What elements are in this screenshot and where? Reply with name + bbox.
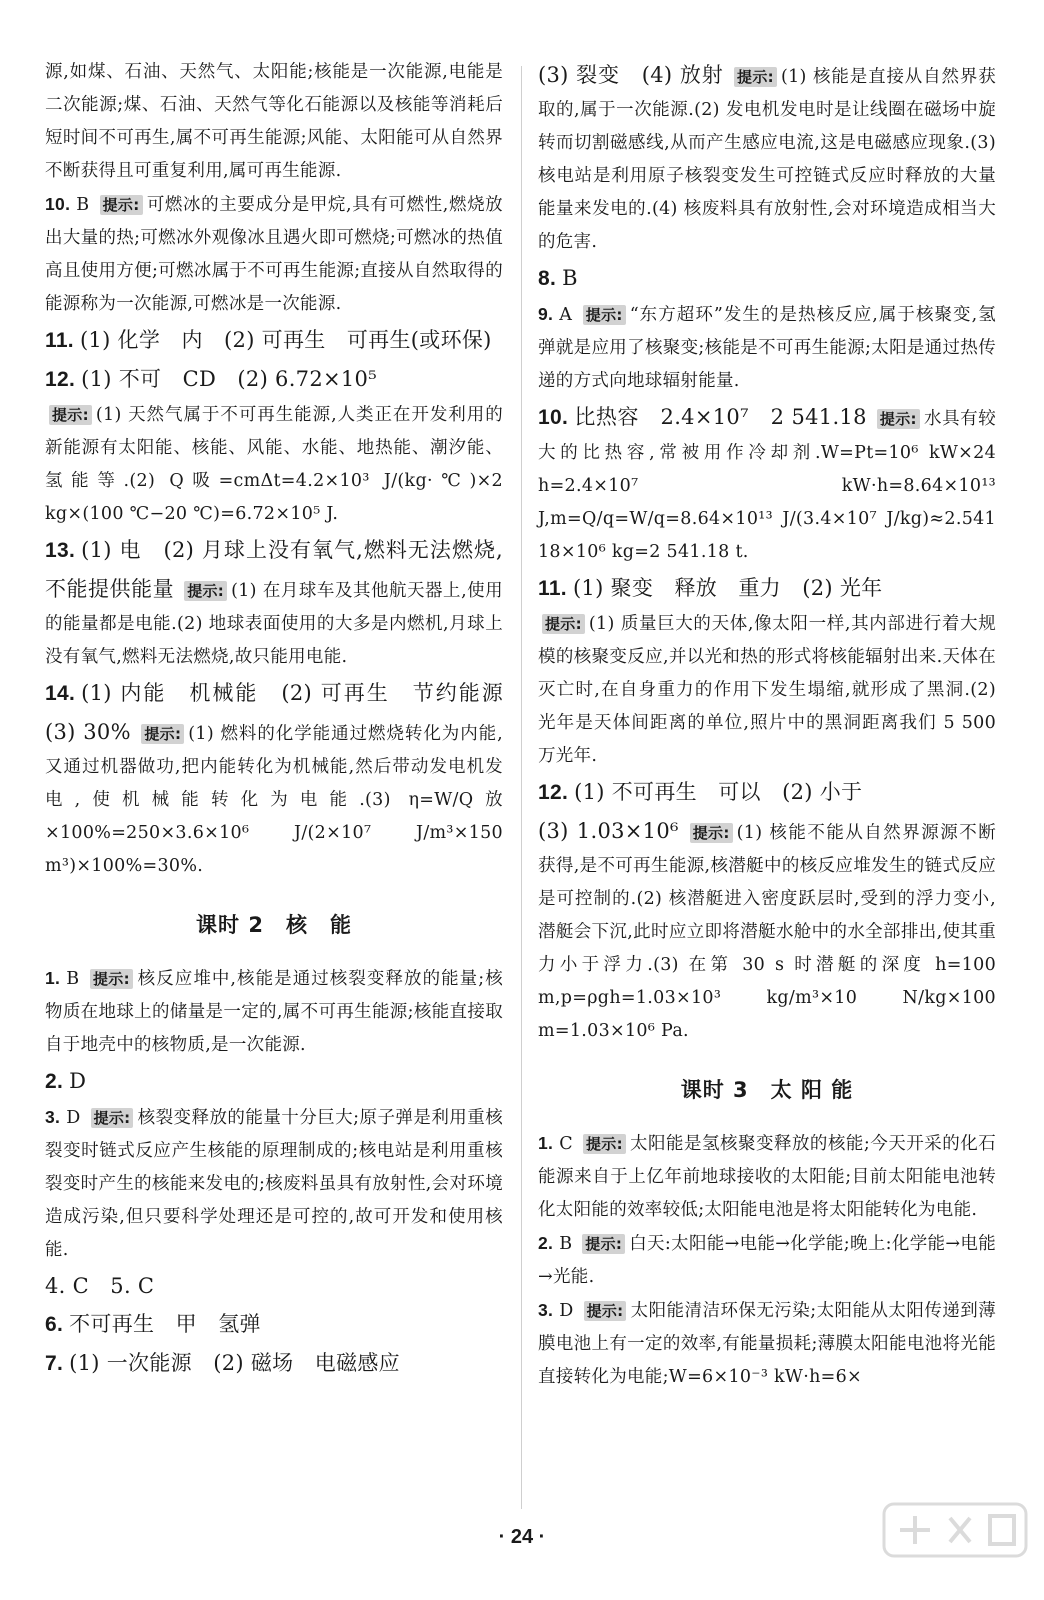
answer-14: 14. (1) 内能 机械能 (2) 可再生 节约能源 (3) 30% 提示: (1) 燃料的化学能通过燃烧转化为内能,又通过机器做功,把内能转化为机械能,然后带动发电机发电,使机械能转化为电能.(3) η=W/Q放×100%=250×3.6×10⁶ J/(2×10⁷ J/m³×150 m³)×100%=30%. (45, 681, 525, 876)
hint-badge: 提示: (91, 1108, 134, 1128)
hint-badge: 提示: (49, 405, 92, 425)
left-column (45, 56, 525, 1383)
answer-k12-cont: (3) 1.03×10⁶ 提示: (1) 核能不能从自然界源源不断获得,是不可再生能源,核潜艇中的核反应堆发生的链式反应是可控制的.(2) 核潜艇进入密度跃层时,受到的浮力变小,潜艇会下沉,此时应立即将潜艇水舱中的水全部排出,使其重力小于浮力.(3) 在第 30 s 时潜艇的深度 h=100 m,p=ρgh=1.03×10³ kg/m³×10 N/kg×100 m=1.03×10⁶ Pa. (538, 819, 996, 1041)
answer-12: 12. (1) 不可 CD (2) 6.72×10⁵ (45, 367, 377, 391)
hint-badge: 提示: (877, 409, 920, 429)
hint-badge: 提示: (141, 724, 184, 744)
hint-badge: 提示: (100, 195, 143, 215)
column-divider (521, 66, 522, 1509)
hint-badge: 提示: (184, 581, 227, 601)
answer-13: 13. (1) 电 (2) 月球上没有氧气,燃料无法燃烧,不能提供能量 提示: (1) 在月球车及其他航天器上,使用的能量都是电能.(2) 地球表面使用的大多是内燃机,月球上没有氧气,燃料无法燃烧,故只能用电能. (45, 538, 503, 667)
answer-k11: 11. (1) 聚变 释放 重力 (2) 光年 (538, 576, 883, 600)
answer-10: 10. B 提示: 可燃冰的主要成分是甲烷,具有可燃性,燃烧放出大量的热;可燃冰外观像冰且遇火即可燃烧;可燃冰的热值高且使用方便;可燃冰属于不可再生能源;直接从自然取得的能源称为一次能源,可燃冰是一次能源. (45, 194, 503, 314)
hint-badge: 提示: (583, 1134, 626, 1154)
page-number: · 24 · (498, 1526, 546, 1548)
answer-k7: 7. (1) 一次能源 (2) 磁场 电磁感应 (45, 1351, 400, 1375)
answer-t2: 2. B 提示: 白天:太阳能→电能→化学能;晚上:化学能→电能→光能. (538, 1233, 996, 1287)
right-column (538, 56, 996, 1394)
hint-badge: 提示: (542, 614, 585, 634)
hint-badge: 提示: (690, 823, 733, 843)
answer-t3: 3. D 提示: 太阳能清洁环保无污染;太阳能从太阳传递到薄膜电池上有一定的效率,有能量损耗;薄膜太阳能电池将光能直接转化为电能;W=6×10⁻³ kW·h=6× (538, 1300, 996, 1387)
hint-12: 提示: (1) 天然气属于不可再生能源,人类正在开发利用的新能源有太阳能、核能、风能、水能、地热能、潮汐能、氢能等.(2) Q吸=cmΔt=4.2×10³ J/(kg·℃)×2 kg×(100 ℃−20 ℃)=6.72×10⁵ J. (45, 405, 503, 524)
hint-badge: 提示: (583, 305, 626, 325)
answer-k12: 12. (1) 不可再生 可以 (2) 小于 (538, 780, 863, 804)
hint-badge: 提示: (734, 67, 777, 87)
hint-badge: 提示: (582, 1234, 625, 1254)
answer-k4-k5: 4. C 5. C (45, 1274, 155, 1298)
answer-k2: 2. D (45, 1069, 87, 1093)
answer-k10: 10. 比热容 2.4×10⁷ 2 541.18 提示: 水具有较大的比热容,常被用作冷却剂.W=Pt=10⁶ kW×24 h=2.4×10⁷ kW·h=8.64×10¹³ J,m=Q/q=W/q=8.64×10¹³ J/(3.4×10⁷ J/kg)≈2.541 18×10⁶ kg=2 541.18 t. (538, 405, 997, 562)
answer-t1: 1. C 提示: 太阳能是氢核聚变释放的核能;今天开采的化石能源来自于上亿年前地球接收的太阳能;目前太阳能电池转化太阳能的效率较低;太阳能电池是将太阳能转化为电能. (538, 1133, 996, 1220)
hint-badge: 提示: (90, 969, 133, 989)
answer-k3: 3. D 提示: 核裂变释放的能量十分巨大;原子弹是利用重核裂变时链式反应产生核能的原理制成的;核电站是利用重核裂变时产生的核能来发电的;核废料虽具有放射性,会对环境造成污染,但只要科学处理还是可控的,故可开发和使用核能. (45, 1107, 503, 1260)
hint-k11: 提示: (1) 质量巨大的天体,像太阳一样,其内部进行着大规模的核聚变反应,并以光和热的形式将核能辐射出来.天体在灭亡时,在自身重力的作用下发生塌缩,就形成了黑洞.(2) 光年是天体间距离的单位,照片中的黑洞距离我们 5 500 万光年. (538, 614, 996, 766)
answer-k1: 1. B 提示: 核反应堆中,核能是通过核裂变释放的能量;核物质在地球上的储量是一定的,属不可再生能源;核能直接取自于地壳中的核物质,是一次能源. (45, 968, 503, 1055)
section-title-lesson-3: 课时 3 太 阳 能 (680, 1078, 854, 1102)
watermark-logo (880, 1500, 1030, 1590)
section-title-lesson-2: 课时 2 核 能 (196, 913, 352, 937)
answer-continuation: 源,如煤、石油、天然气、太阳能;核能是一次能源,电能是二次能源;煤、石油、天然气等化石能源以及核能等消耗后短时间不可再生,属不可再生能源;风能、太阳能可从自然界不断获得且可重复利用,属可再生能源. (45, 62, 503, 181)
answer-k7-cont: (3) 裂变 (4) 放射 提示: (1) 核能是直接从自然界获取的,属于一次能源.(2) 发电机发电时是让线圈在磁场中旋转而切割磁感线,从而产生感应电流,这是电磁感应现象.(3) 核电站是利用原子核裂变发生可控链式反应时释放的大量能量来发电的.(4) 核废料具有放射性,会对环境造成相当大的危害. (538, 63, 996, 252)
answer-11: 11. (1) 化学 内 (2) 可再生 可再生(或环保) (45, 328, 492, 352)
hint-badge: 提示: (584, 1301, 627, 1321)
answer-k9: 9. A 提示: “东方超环”发生的是热核反应,属于核聚变,氢弹就是应用了核聚变;核能是不可再生能源;太阳是通过热传递的方式向地球辐射能量. (538, 304, 996, 391)
answer-k8: 8. B (538, 266, 578, 290)
answer-k6: 6. 不可再生 甲 氢弹 (45, 1312, 261, 1336)
